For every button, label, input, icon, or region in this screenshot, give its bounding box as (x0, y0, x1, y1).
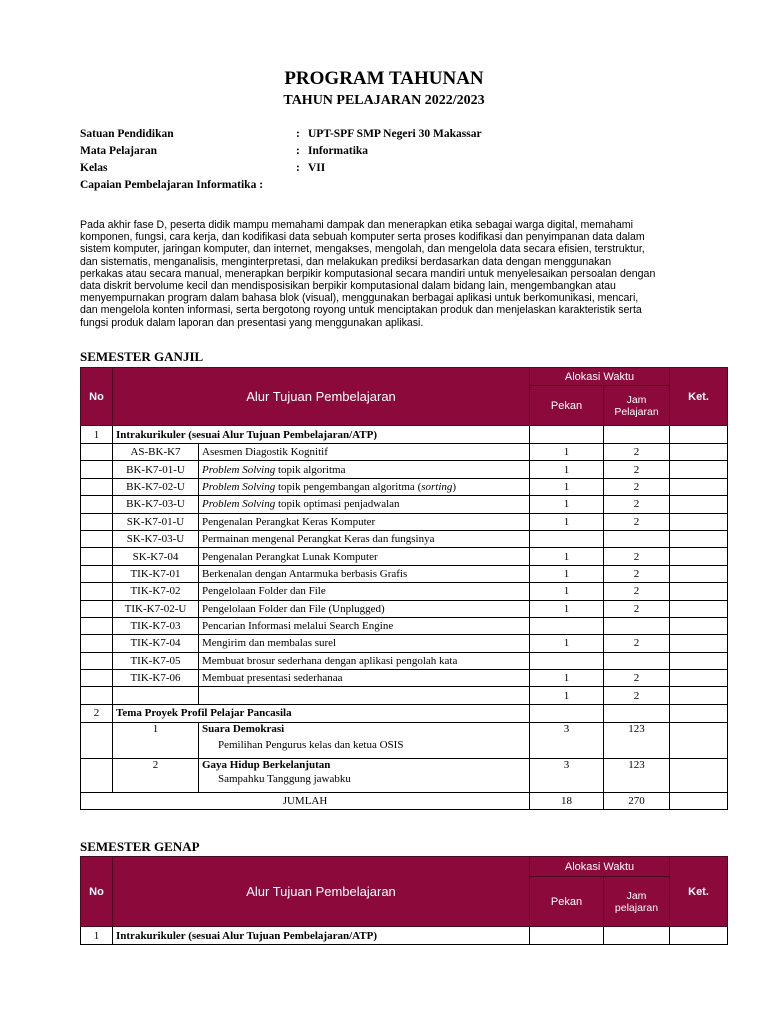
empty-cell (81, 758, 113, 792)
total-jam: 270 (604, 792, 670, 809)
atp-pekan: 1 (530, 583, 604, 600)
section-row (81, 704, 728, 722)
atp-jam: 2 (604, 444, 670, 461)
atp-description (199, 513, 530, 530)
atp-code: TIK-K7-02 (113, 583, 199, 600)
paragraph-line: data diskrit bervolume kecil dan mendisposisikan berpikir komputasional dalam bidang lain, mengembangkan atau (80, 280, 616, 293)
project-jam: 123 (604, 758, 670, 792)
atp-desc-italic: Problem Solving (202, 463, 276, 476)
empty-cell (81, 652, 113, 669)
atp-pekan: 1 (530, 444, 604, 461)
project-title: Suara Demokrasi (202, 722, 285, 735)
meta-label: Satuan Pendidikan (80, 128, 174, 140)
atp-desc-italic: sorting (421, 480, 453, 493)
header-no: No (81, 857, 113, 927)
atp-row (81, 513, 728, 530)
atp-desc-text: Pengenalan Perangkat Keras Komputer (202, 515, 376, 528)
atp-desc-text: Pengenalan Perangkat Lunak Komputer (202, 550, 378, 563)
atp-jam: 2 (604, 583, 670, 600)
atp-jam: 2 (604, 478, 670, 495)
empty-cell (81, 583, 113, 600)
atp-code: TIK-K7-02-U (113, 600, 199, 617)
atp-code: TIK-K7-06 (113, 670, 199, 687)
meta-colon: : (296, 162, 300, 174)
project-no: 2 (113, 758, 199, 792)
atp-row (81, 687, 728, 704)
atp-desc-text: Permainan mengenal Perangkat Keras dan fungsinya (202, 533, 435, 546)
paragraph-line: dan sistematis, menganalisis, menginterpretasi, dan melakukan prediksi berdasarkan data dengan menggunakan (80, 255, 612, 268)
atp-desc-text: Pengelolaan Folder dan File (202, 585, 326, 598)
atp-jam: 2 (604, 687, 670, 704)
capaian-paragraph (80, 219, 728, 329)
section-no: 1 (81, 927, 113, 945)
atp-pekan (530, 652, 604, 669)
empty-cell (81, 496, 113, 513)
empty-cell (81, 565, 113, 582)
atp-pekan: 1 (530, 565, 604, 582)
atp-row (81, 583, 728, 600)
atp-code: TIK-K7-05 (113, 652, 199, 669)
meta-label: Capaian Pembelajaran Informatika : (80, 179, 264, 191)
empty-cell (670, 792, 728, 809)
atp-pekan: 1 (530, 635, 604, 652)
empty-cell (81, 722, 113, 758)
atp-code: AS-BK-K7 (113, 444, 199, 461)
paragraph-line: komponen, fungsi, cara kerja, dan kodifikasi data sebuah komputer serta proses kodifikasi dan penyimpanan data dalam (80, 231, 645, 244)
empty-cell (670, 687, 728, 704)
header-jam-line2: Pelajaran (614, 405, 659, 418)
empty-cell (81, 530, 113, 547)
header-jam-line1: Jam (626, 889, 647, 902)
atp-description (199, 530, 530, 547)
header-pekan: Pekan (530, 386, 604, 426)
atp-pekan: 1 (530, 687, 604, 704)
atp-desc-text: Pengelolaan Folder dan File (Unplugged) (202, 602, 385, 615)
atp-description (199, 565, 530, 582)
atp-description (199, 444, 530, 461)
empty-cell (670, 513, 728, 530)
atp-code: TIK-K7-03 (113, 617, 199, 634)
empty-cell (604, 426, 670, 444)
total-row (81, 792, 728, 809)
ganjil-rows (81, 444, 728, 705)
empty-cell (670, 600, 728, 617)
atp-code: BK-K7-03-U (113, 496, 199, 513)
header-alokasi: Alokasi Waktu (530, 857, 670, 877)
empty-cell (670, 670, 728, 687)
empty-cell (81, 513, 113, 530)
atp-desc-text: topik pengembangan algoritma ( (275, 480, 422, 493)
project-title: Gaya Hidup Berkelanjutan (202, 758, 331, 771)
atp-desc-text: Berkenalan dengan Antarmuka berbasis Grafis (202, 567, 408, 580)
atp-description (199, 670, 530, 687)
atp-row (81, 635, 728, 652)
header-atp: Alur Tujuan Pembelajaran (113, 857, 530, 927)
empty-cell (670, 530, 728, 547)
atp-desc-text: topik algoritma (275, 463, 346, 476)
atp-jam (604, 652, 670, 669)
atp-desc-text: Mengirim dan membalas surel (202, 637, 337, 650)
empty-cell (670, 722, 728, 758)
paragraph-line: menyempurnakan program dalam bahasa blok (visual), menggunakan berbagai aplikasi untuk berkomunikasi, mencari, (80, 292, 639, 305)
atp-pekan: 1 (530, 670, 604, 687)
header-no: No (81, 368, 113, 426)
empty-cell (670, 758, 728, 792)
atp-description (199, 600, 530, 617)
atp-pekan: 1 (530, 600, 604, 617)
atp-jam: 2 (604, 600, 670, 617)
empty-cell (670, 583, 728, 600)
meta-colon: : (296, 128, 300, 140)
project-pekan: 3 (530, 758, 604, 792)
empty-cell (670, 444, 728, 461)
atp-desc-text: Asesmen Diagostik Kognitif (202, 446, 328, 459)
project-pekan: 3 (530, 722, 604, 758)
atp-jam (604, 617, 670, 634)
meta-label: Kelas (80, 162, 108, 174)
meta-value: UPT-SPF SMP Negeri 30 Makassar (308, 128, 482, 140)
empty-cell (670, 927, 728, 945)
paragraph-line: perkakas atau secara manual, menerapkan berpikir komputasional secara mandiri untuk menyelesaikan persoalan dengan (80, 267, 656, 280)
atp-row (81, 548, 728, 565)
header-jam (604, 877, 670, 927)
project-cell (199, 758, 530, 792)
empty-cell (670, 426, 728, 444)
atp-code: TIK-K7-04 (113, 635, 199, 652)
project-no: 1 (113, 722, 199, 758)
atp-code: SK-K7-04 (113, 548, 199, 565)
atp-description (199, 635, 530, 652)
header-alokasi: Alokasi Waktu (530, 368, 670, 386)
project-row (81, 722, 728, 758)
section-row (81, 927, 728, 945)
meta-value: VII (308, 162, 326, 174)
atp-code: TIK-K7-01 (113, 565, 199, 582)
empty-cell (530, 704, 604, 722)
atp-code: SK-K7-03-U (113, 530, 199, 547)
section-title: Intrakurikuler (sesuai Alur Tujuan Pembelajaran/ATP) (113, 927, 530, 945)
atp-row (81, 461, 728, 478)
atp-desc-text: Membuat brosur sederhana dengan aplikasi pengolah kata (202, 654, 458, 667)
atp-description (199, 461, 530, 478)
atp-desc-text: topik optimasi penjadwalan (275, 498, 400, 511)
atp-desc-text: Pencarian Informasi melalui Search Engine (202, 620, 394, 633)
atp-row (81, 478, 728, 495)
atp-description (199, 478, 530, 495)
atp-pekan: 1 (530, 478, 604, 495)
atp-description (199, 548, 530, 565)
project-jam: 123 (604, 722, 670, 758)
atp-code: SK-K7-01-U (113, 513, 199, 530)
atp-desc-italic: Problem Solving (202, 498, 276, 511)
header-pekan: Pekan (530, 877, 604, 927)
empty-cell (670, 635, 728, 652)
empty-cell (670, 704, 728, 722)
atp-description (199, 496, 530, 513)
atp-jam: 2 (604, 670, 670, 687)
semester-genap-table (80, 856, 728, 945)
atp-jam: 2 (604, 496, 670, 513)
empty-cell (81, 635, 113, 652)
atp-desc-text: Membuat presentasi sederhanaa (202, 672, 343, 685)
project-cell (199, 722, 530, 758)
atp-jam (604, 530, 670, 547)
atp-row (81, 617, 728, 634)
document-title: PROGRAM TAHUNAN (284, 68, 484, 89)
paragraph-line: sistem komputer, jaringan komputer, dan internet, mengakses, mengolah, dan mengelola data secara efisien, terstruktur, (80, 243, 645, 256)
atp-jam: 2 (604, 635, 670, 652)
atp-jam: 2 (604, 513, 670, 530)
empty-cell (530, 927, 604, 945)
empty-cell (604, 927, 670, 945)
semester-ganjil-table (80, 367, 728, 810)
atp-pekan: 1 (530, 461, 604, 478)
empty-cell (81, 600, 113, 617)
paragraph-line: dan mengelola konten informasi, serta bergotong royong untuk menciptakan produk dan menjelaskan karakteristik serta (80, 304, 642, 317)
empty-cell (81, 548, 113, 565)
empty-cell (81, 461, 113, 478)
atp-row (81, 670, 728, 687)
meta-label: Mata Pelajaran (80, 145, 157, 157)
atp-pekan: 1 (530, 513, 604, 530)
atp-desc-italic: Problem Solving (202, 480, 276, 493)
paragraph-line: Pada akhir fase D, peserta didik mampu memahami dampak dan menerapkan etika sebagai warga digital, memahami (80, 219, 633, 231)
empty-cell (670, 565, 728, 582)
project-sub: Pemilihan Pengurus kelas dan ketua OSIS (218, 738, 404, 751)
empty-cell (670, 652, 728, 669)
header-jam (604, 386, 670, 426)
atp-description (199, 583, 530, 600)
section-no: 1 (81, 426, 113, 444)
atp-row (81, 444, 728, 461)
empty-cell (604, 704, 670, 722)
project-row (81, 758, 728, 792)
empty-cell (670, 496, 728, 513)
section-title: Tema Proyek Profil Pelajar Pancasila (113, 704, 530, 722)
atp-description (199, 687, 530, 704)
atp-row (81, 600, 728, 617)
atp-jam: 2 (604, 548, 670, 565)
atp-row (81, 565, 728, 582)
meta-value: Informatika (308, 145, 369, 157)
empty-cell (81, 617, 113, 634)
atp-row (81, 496, 728, 513)
document-subtitle: TAHUN PELAJARAN 2022/2023 (283, 93, 485, 108)
header-jam-line2: pelajaran (614, 901, 659, 914)
empty-cell (81, 687, 113, 704)
empty-cell (81, 444, 113, 461)
empty-cell (670, 478, 728, 495)
atp-code: BK-K7-01-U (113, 461, 199, 478)
atp-description (199, 652, 530, 669)
atp-desc-text: ) (452, 480, 457, 493)
empty-cell (81, 670, 113, 687)
empty-cell (81, 478, 113, 495)
atp-code (113, 687, 199, 704)
empty-cell (670, 617, 728, 634)
total-pekan: 18 (530, 792, 604, 809)
header-ket: Ket. (670, 368, 728, 426)
total-label: JUMLAH (81, 792, 530, 809)
project-sub: Sampahku Tanggung jawabku (218, 772, 351, 785)
paragraph-line: fungsi produk dalam laporan dan presentasi yang menggunakan aplikasi. (80, 316, 424, 329)
atp-pekan: 1 (530, 548, 604, 565)
atp-pekan: 1 (530, 496, 604, 513)
atp-pekan (530, 617, 604, 634)
semester-genap-heading: SEMESTER GENAP (80, 839, 200, 854)
atp-row (81, 652, 728, 669)
section-no: 2 (81, 704, 113, 722)
atp-pekan (530, 530, 604, 547)
empty-cell (670, 548, 728, 565)
section-title: Intrakurikuler (sesuai Alur Tujuan Pembelajaran/ATP) (113, 426, 530, 444)
atp-row (81, 530, 728, 547)
empty-cell (530, 426, 604, 444)
atp-code: BK-K7-02-U (113, 478, 199, 495)
atp-description (199, 617, 530, 634)
empty-cell (670, 461, 728, 478)
header-ket: Ket. (670, 857, 728, 927)
atp-jam: 2 (604, 461, 670, 478)
header-jam-line1: Jam (626, 393, 647, 406)
atp-jam: 2 (604, 565, 670, 582)
header-atp: Alur Tujuan Pembelajaran (113, 368, 530, 426)
semester-ganjil-heading: SEMESTER GANJIL (80, 349, 204, 364)
meta-colon: : (296, 145, 300, 157)
section-row (81, 426, 728, 444)
